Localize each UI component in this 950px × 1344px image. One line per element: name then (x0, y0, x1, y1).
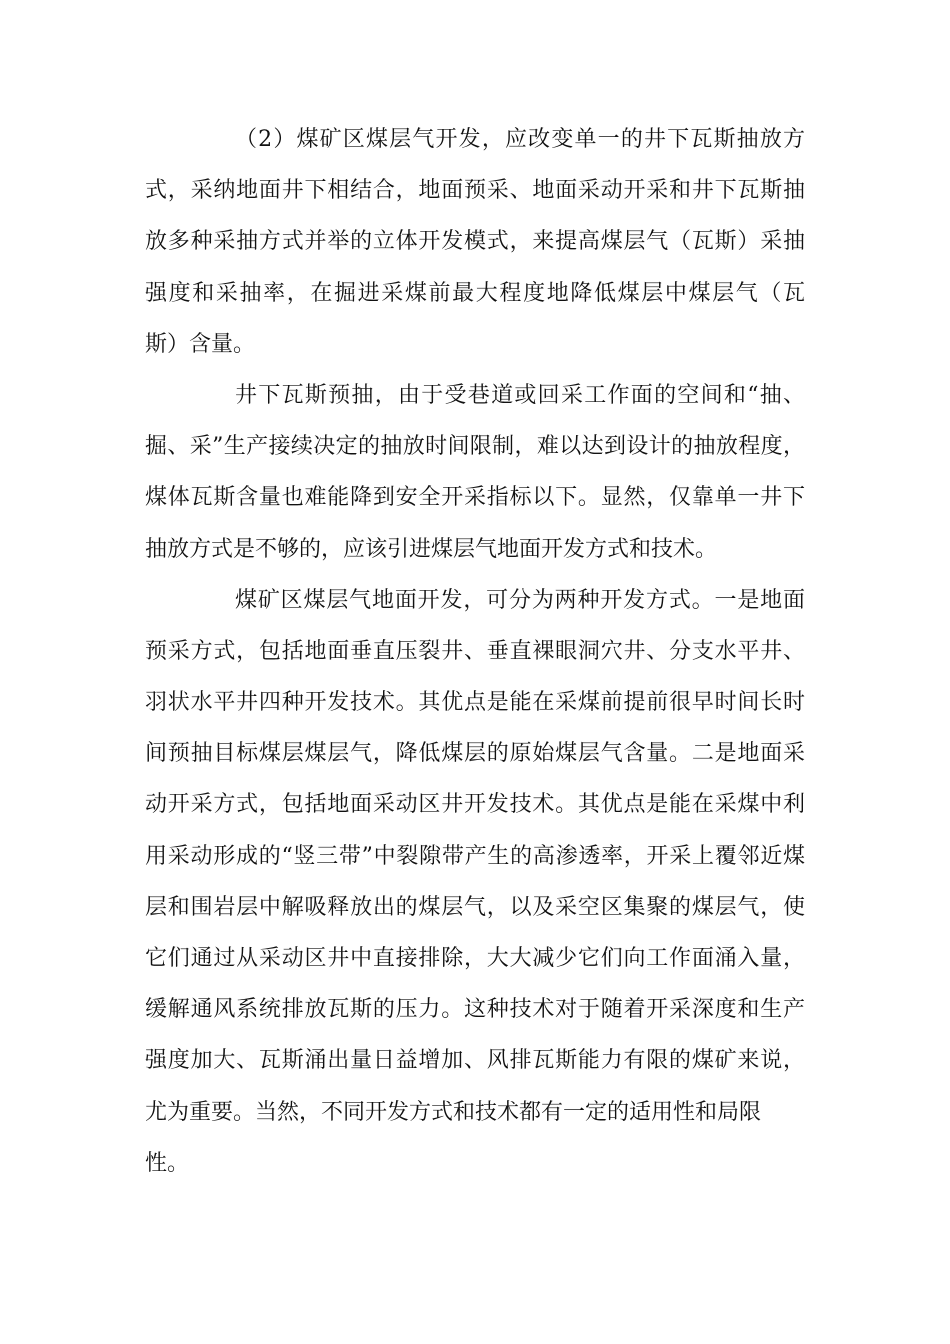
text-line: 煤矿区煤层气地面开发，可分为两种开发方式。一是地面 (235, 587, 805, 613)
text-line: 层和围岩层中解吸释放出的煤层气，以及采空区集聚的煤层气，使 (145, 894, 805, 920)
text-line: 动开采方式，包括地面采动区井开发技术。其优点是能在采煤中利 (145, 792, 805, 818)
paragraph-1 (145, 114, 805, 370)
text-line: 斯）含量。 (145, 331, 256, 357)
text-line: （2）煤矿区煤层气开发，应改变单一的井下瓦斯抽放方 (235, 127, 805, 152)
text-line: 抽放方式是不够的，应该引进煤层气地面开发方式和技术。 (145, 536, 718, 562)
text-line: 缓解通风系统排放瓦斯的压力。这种技术对于随着开采深度和生产 (145, 997, 805, 1023)
text-line: 性。 (145, 1150, 190, 1176)
text-line: 强度加大、瓦斯涌出量日益增加、风排瓦斯能力有限的煤矿来说， (145, 1048, 805, 1074)
text-line: 羽状水平井四种开发技术。其优点是能在采煤前提前很早时间长时 (145, 690, 805, 716)
text-line: 式，采纳地面井下相结合，地面预采、地面采动开采和井下瓦斯抽 (145, 178, 805, 204)
document-body (145, 114, 805, 1189)
text-line: 井下瓦斯预抽，由于受巷道或回采工作面的空间和“抽、 (235, 382, 805, 408)
text-line: 强度和采抽率，在掘进采煤前最大程度地降低煤层中煤层气（瓦 (145, 280, 805, 306)
paragraph-2 (145, 370, 805, 575)
paragraph-3 (145, 575, 805, 1189)
text-line: 尤为重要。当然，不同开发方式和技术都有一定的适用性和局限 (145, 1099, 762, 1125)
text-line: 煤体瓦斯含量也难能降到安全开采指标以下。显然，仅靠单一井下 (145, 485, 805, 511)
text-line: 间预抽目标煤层煤层气，降低煤层的原始煤层气含量。二是地面采 (145, 741, 805, 767)
text-line: 放多种采抽方式并举的立体开发模式，来提高煤层气（瓦斯）采抽 (145, 229, 805, 255)
text-line: 用采动形成的“竖三带”中裂隙带产生的高渗透率，开采上覆邻近煤 (145, 843, 805, 869)
text-line: 掘、采”生产接续决定的抽放时间限制，难以达到设计的抽放程度， (145, 434, 805, 460)
text-line: 预采方式，包括地面垂直压裂井、垂直裸眼洞穴井、分支水平井、 (145, 638, 805, 664)
text-line: 它们通过从采动区井中直接排除，大大减少它们向工作面涌入量， (145, 946, 805, 971)
